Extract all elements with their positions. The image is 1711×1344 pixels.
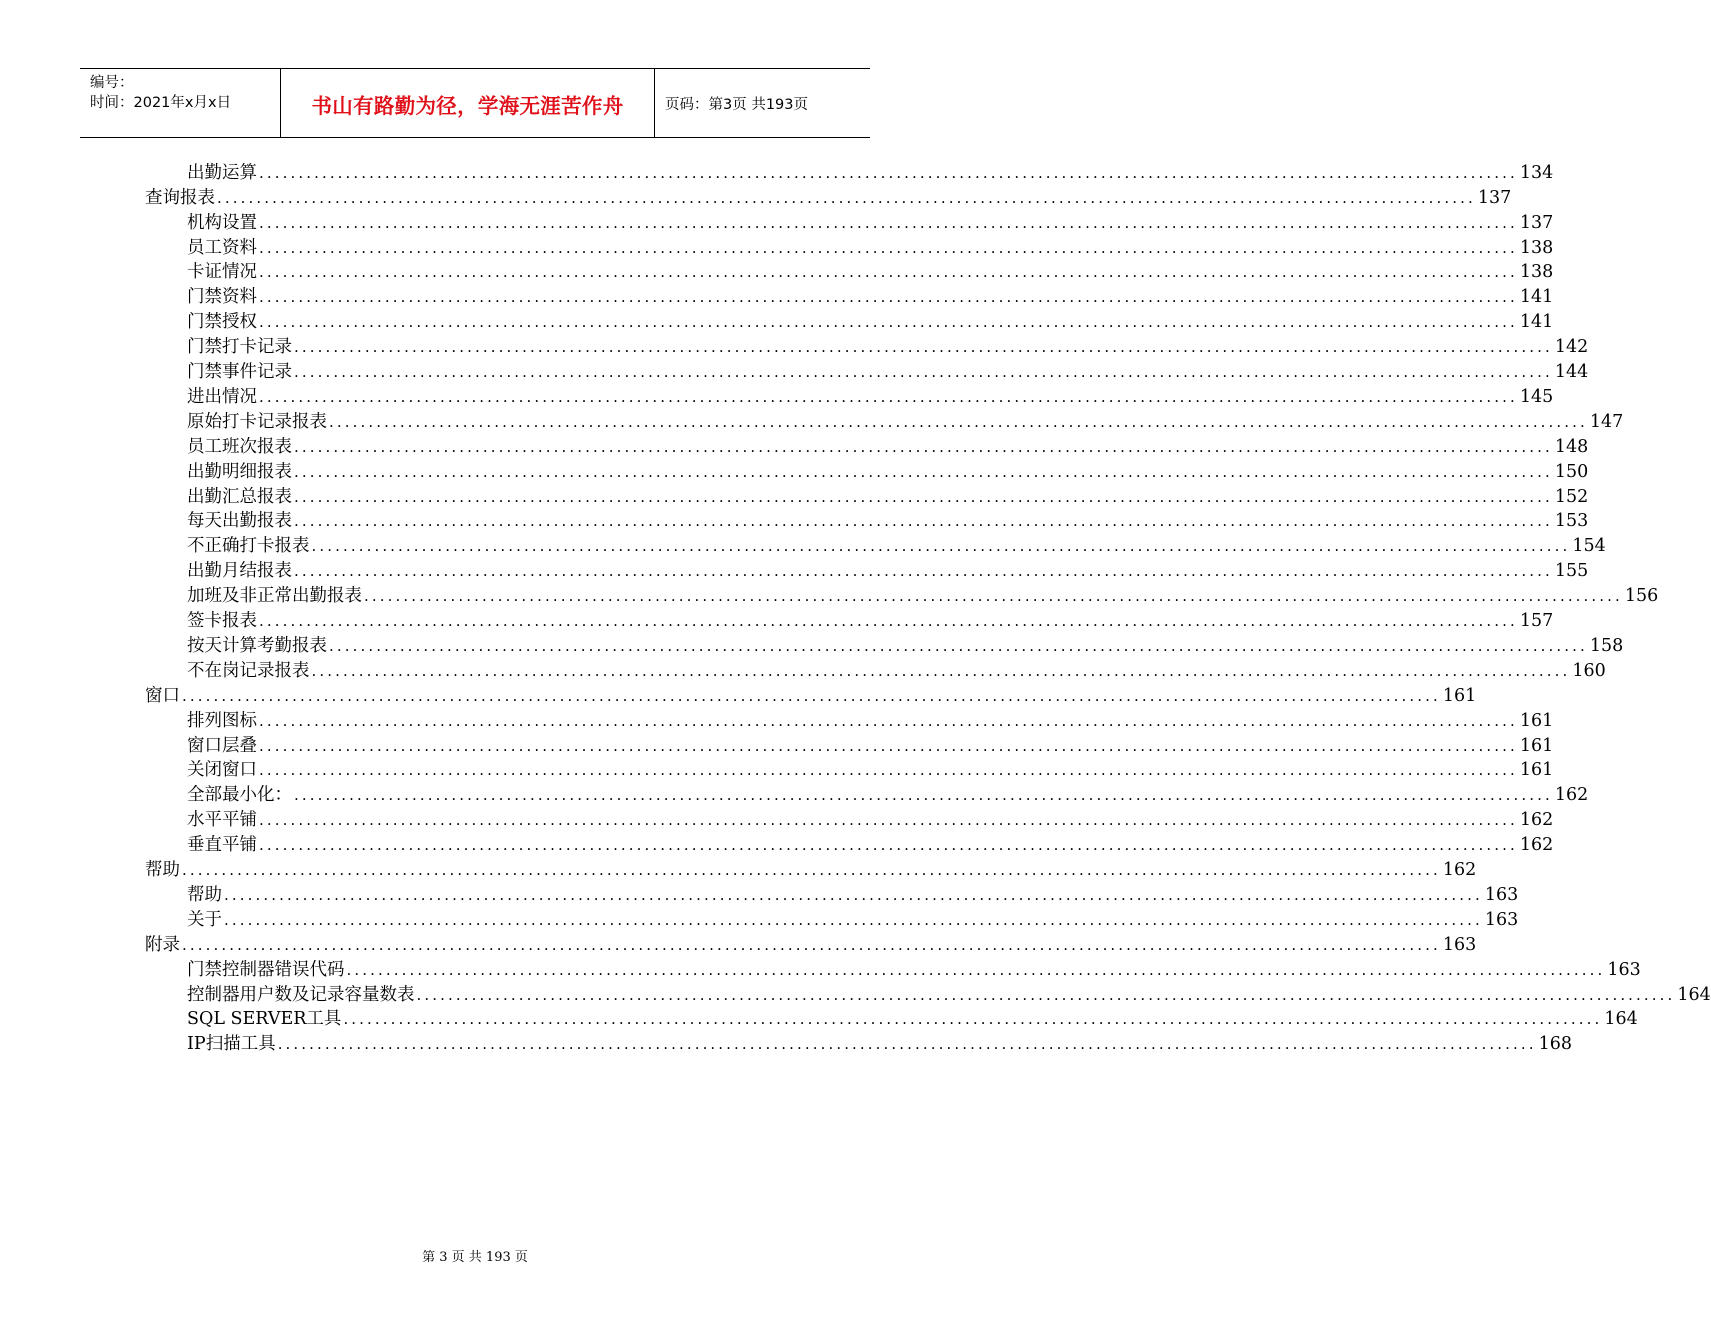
toc-entry-title: 每天出勤报表 [187,511,292,532]
toc-entry[interactable] [187,284,1554,309]
toc-entry-title: IP扫描工具 [187,1034,276,1055]
toc-dot-leader: ................................................................................................................................................................ [259,213,1518,232]
toc-entry-title: 卡证情况 [187,262,257,283]
toc-dot-leader: ................................................................................................................................................................ [259,288,1518,307]
toc-entry[interactable] [187,408,1624,433]
toc-dot-leader: ................................................................................................................................................................ [294,338,1553,357]
date-label: 时间：2021年x月x日 [90,95,232,111]
toc-entry[interactable] [187,259,1554,284]
toc-entry[interactable] [187,234,1554,259]
toc-entry-page: 154 [1572,536,1606,557]
toc-dot-leader: ................................................................................................................................................................ [259,736,1518,755]
toc-entry-page: 141 [1519,287,1554,308]
toc-entry-title: 员工班次报表 [187,436,292,457]
toc-dot-leader: ................................................................................................................................................................ [259,836,1518,855]
toc-dot-leader: ................................................................................................................................................................ [416,985,1676,1004]
toc-dot-leader: ................................................................................................................................................................ [294,562,1553,581]
toc-entry-page: 158 [1589,635,1624,656]
toc-entry[interactable] [187,508,1589,533]
toc-dot-leader: ................................................................................................................................................................ [311,537,1571,556]
toc-entry[interactable] [187,1031,1572,1056]
toc-entry-page: 148 [1554,436,1589,457]
toc-entry[interactable] [187,458,1589,483]
toc-entry-title: SQL SERVER工具 [187,1009,342,1030]
toc-entry[interactable] [187,582,1659,607]
header-page-info: 页码：第3页 共193页 [665,97,809,113]
header-motto: 书山有路勤为径，学海无涯苦作舟 [311,94,624,118]
toc-dot-leader: ................................................................................................................................................................ [259,263,1518,282]
toc-entry[interactable] [145,184,1512,209]
toc-entry[interactable] [187,831,1554,856]
toc-entry[interactable] [187,707,1554,732]
toc-entry-page: 164 [1677,984,1711,1005]
toc-entry-title: 附录 [145,934,180,955]
toc-dot-leader: ................................................................................................................................................................ [294,512,1553,531]
toc-entry-title: 签卡报表 [187,611,257,632]
toc-entry-title: 控制器用户数及记录容量数表 [187,984,415,1005]
toc-entry-page: 161 [1442,685,1477,706]
toc-dot-leader: ................................................................................................................................................................ [182,861,1441,880]
toc-entry-title: 不正确打卡报表 [187,536,310,557]
toc-entry-page: 163 [1442,934,1477,955]
toc-entry[interactable] [187,159,1554,184]
toc-entry-page: 138 [1519,262,1554,283]
toc-entry[interactable] [187,383,1554,408]
toc-entry-page: 160 [1572,660,1606,681]
toc-entry[interactable] [145,682,1477,707]
toc-entry-page: 163 [1484,884,1519,905]
toc-entry-page: 162 [1442,860,1477,881]
toc-entry-page: 161 [1519,735,1554,756]
toc-entry[interactable] [187,557,1589,582]
toc-entry[interactable] [187,632,1624,657]
toc-entry-page: 138 [1519,237,1554,258]
toc-entry-page: 161 [1519,760,1554,781]
toc-entry[interactable] [187,806,1554,831]
toc-dot-leader: ................................................................................................................................................................ [346,960,1606,979]
toc-entry-title: 窗口 [145,685,180,706]
page-footer [0,1246,950,1265]
toc-entry-page: 150 [1554,461,1589,482]
toc-entry[interactable] [187,956,1641,981]
toc-dot-leader: ................................................................................................................................................................ [259,811,1518,830]
toc-entry-page: 152 [1554,486,1589,507]
toc-entry[interactable] [187,757,1554,782]
toc-entry-page: 163 [1484,909,1519,930]
toc-dot-leader: ................................................................................................................................................................ [259,711,1518,730]
toc-entry-title: 按天计算考勤报表 [187,635,327,656]
toc-dot-leader: ................................................................................................................................................................ [277,1035,1537,1054]
toc-entry[interactable] [187,358,1589,383]
toc-dot-leader: ................................................................................................................................................................ [259,387,1518,406]
toc-entry-title: 垂直平铺 [187,835,257,856]
toc-entry-page: 164 [1604,1009,1638,1030]
toc-entry[interactable] [145,931,1477,956]
toc-entry-page: 142 [1554,337,1589,358]
toc-entry-title: 出勤月结报表 [187,561,292,582]
toc-dot-leader: ................................................................................................................................................................ [182,935,1441,954]
toc-entry[interactable] [187,906,1519,931]
page-header [80,68,870,138]
toc-entry[interactable] [187,782,1589,807]
toc-dot-leader: ................................................................................................................................................................ [182,686,1441,705]
toc-dot-leader: ................................................................................................................................................................ [329,636,1588,655]
toc-entry-title: 门禁打卡记录 [187,337,292,358]
toc-entry-title: 机构设置 [187,212,257,233]
toc-entry-page: 134 [1519,162,1554,183]
toc-entry-page: 155 [1554,561,1589,582]
toc-entry-title: 窗口层叠 [187,735,257,756]
header-left-cell [80,69,281,137]
toc-dot-leader: ................................................................................................................................................................ [259,313,1518,332]
toc-dot-leader: ................................................................................................................................................................ [259,612,1518,631]
toc-entry-page: 163 [1607,959,1641,980]
toc-entry[interactable] [187,308,1554,333]
toc-entry-page: 153 [1554,511,1589,532]
number-label: 编号： [90,75,134,91]
toc-entry-page: 162 [1519,835,1554,856]
toc-entry[interactable] [187,732,1554,757]
toc-dot-leader: ................................................................................................................................................................ [259,761,1518,780]
toc-dot-leader: ................................................................................................................................................................ [364,587,1623,606]
toc-entry-title: 排列图标 [187,710,257,731]
toc-entry[interactable] [187,209,1554,234]
toc-dot-leader: ................................................................................................................................................................ [294,462,1553,481]
toc-entry-title: 进出情况 [187,386,257,407]
toc-dot-leader: ................................................................................................................................................................ [294,786,1553,805]
toc-entry-title: 加班及非正常出勤报表 [187,586,362,607]
toc-entry-page: 168 [1538,1034,1572,1055]
toc-entry-page: 147 [1589,411,1624,432]
toc-entry-page: 162 [1554,785,1589,806]
toc-entry-title: 出勤明细报表 [187,461,292,482]
toc-entry-title: 门禁事件记录 [187,362,292,383]
toc-entry-title: 出勤汇总报表 [187,486,292,507]
toc-entry-title: 原始打卡记录报表 [187,411,327,432]
header-right-cell [655,69,870,137]
toc-dot-leader: ................................................................................................................................................................ [294,487,1553,506]
toc-entry[interactable] [187,533,1606,558]
toc-entry[interactable] [187,483,1589,508]
toc-entry[interactable] [187,433,1589,458]
toc-entry-title: 帮助 [187,884,222,905]
toc-entry[interactable] [187,333,1589,358]
toc-dot-leader: ................................................................................................................................................................ [259,163,1518,182]
toc-dot-leader: ................................................................................................................................................................ [224,885,1483,904]
toc-entry[interactable] [187,881,1519,906]
toc-entry-page: 157 [1519,611,1554,632]
header-middle-cell [281,69,655,137]
toc-entry-title: 帮助 [145,860,180,881]
toc-entry-page: 137 [1519,212,1554,233]
toc-entry[interactable] [187,607,1554,632]
toc-entry-title: 员工资料 [187,237,257,258]
toc-entry-title: 门禁授权 [187,312,257,333]
toc-entry-title: 全部最小化： [187,785,292,806]
toc-entry[interactable] [187,657,1606,682]
toc-entry-title: 水平平铺 [187,810,257,831]
toc-entry-title: 查询报表 [145,187,215,208]
toc-entry-title: 门禁资料 [187,287,257,308]
toc-dot-leader: ................................................................................................................................................................ [224,910,1483,929]
toc-entry-page: 145 [1519,386,1554,407]
toc-dot-leader: ................................................................................................................................................................ [311,661,1571,680]
toc-dot-leader: ................................................................................................................................................................ [294,363,1553,382]
toc-entry-page: 144 [1554,362,1589,383]
toc-entry-page: 161 [1519,710,1554,731]
toc-dot-leader: ................................................................................................................................................................ [217,188,1476,207]
toc-entry-page: 162 [1519,810,1554,831]
toc-dot-leader: ................................................................................................................................................................ [329,412,1588,431]
toc-entry-page: 156 [1624,586,1659,607]
toc-entry[interactable] [187,1006,1638,1031]
toc-dot-leader: ................................................................................................................................................................ [259,238,1518,257]
toc-entry-page: 137 [1477,187,1512,208]
toc-entry-title: 出勤运算 [187,162,257,183]
toc-dot-leader: ................................................................................................................................................................ [343,1010,1603,1029]
toc-entry-title: 关闭窗口 [187,760,257,781]
toc-entry[interactable] [145,856,1477,881]
toc-entry-title: 不在岗记录报表 [187,660,310,681]
toc-entry[interactable] [187,981,1711,1006]
footer-page-number: 第 3 页 共 193 页 [422,1250,528,1265]
toc-entry-title: 关于 [187,909,222,930]
toc-dot-leader: ................................................................................................................................................................ [294,437,1553,456]
toc-entry-page: 141 [1519,312,1554,333]
toc-entry-title: 门禁控制器错误代码 [187,959,345,980]
